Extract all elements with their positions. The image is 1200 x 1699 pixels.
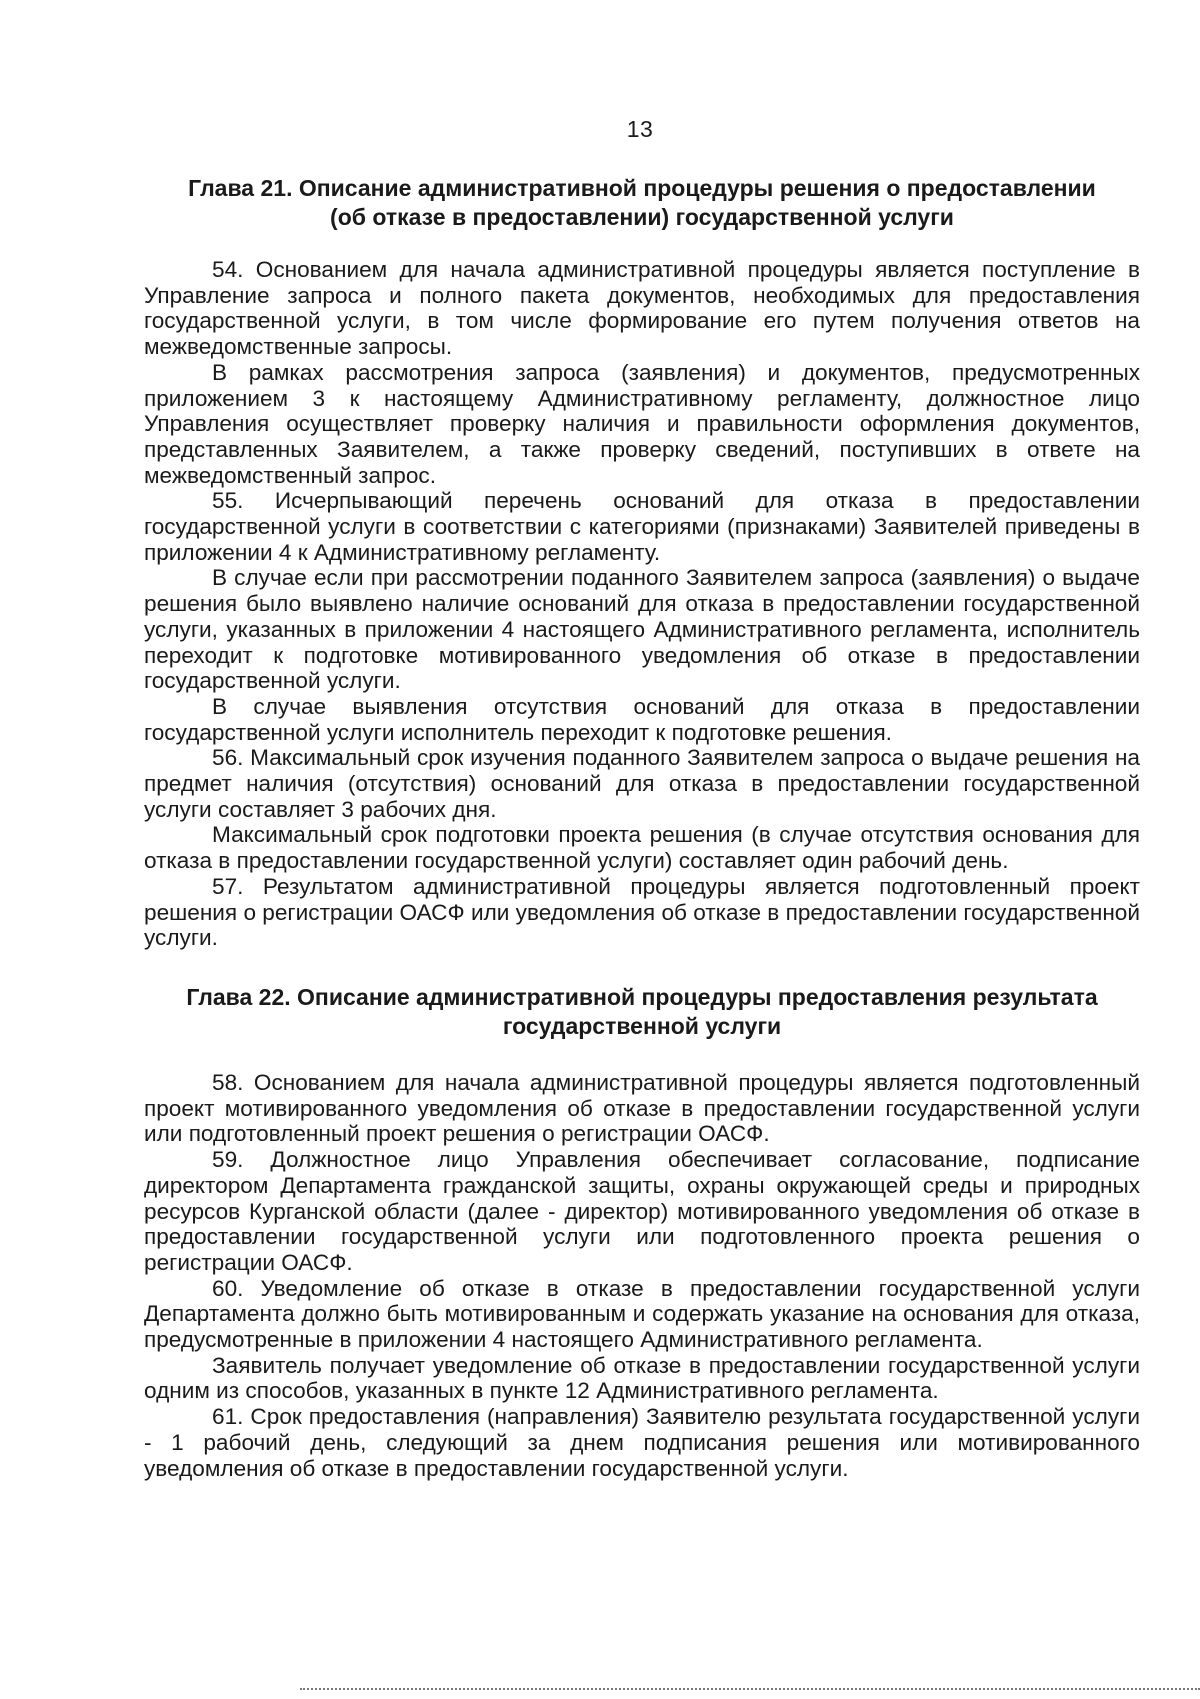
paragraph-58: 58. Основанием для начала административной процедуры является подготовленный проект мотивированного уведомления об отказе в предоставлении государственной услуги или подготовленный проект решения о регистрации ОАСФ. (144, 1069, 1140, 1147)
scan-artifact-divider (300, 1688, 1200, 1694)
paragraph-56: 56. Максимальный срок изучения поданного Заявителем запроса о выдаче решения на предмет наличия (отсутствия) оснований для отказа в предоставлении государственной услуги составляет 3 рабочих дня. (144, 745, 1140, 822)
paragraph-54-cont: В рамках рассмотрения запроса (заявления) и документов, предусмотренных приложением 3 к настоящему Административному регламенту, должностное лицо Управления осуществляет проверку наличия и правильности оформления документов, представленных Заявителем, а также проверку сведений, поступивших в ответе на межведомственный запрос. (144, 359, 1140, 488)
paragraph-55-cont-1: В случае если при рассмотрении поданного Заявителем запроса (заявления) о выдаче решения было выявлено наличие оснований для отказа в предоставлении государственной услуги, указанных в приложении 4 настоящего Административного регламента, исполнитель переходит к подготовке мотивированного уведомления об отказе в предоставлении государственной услуги. (144, 565, 1140, 694)
paragraph-60-cont: Заявитель получает уведомление об отказе в предоставлении государственной услуги одним из способов, указанных в пункте 12 Административного регламента. (144, 1352, 1140, 1404)
paragraph-54: 54. Основанием для начала административной процедуры является поступление в Управление запроса и полного пакета документов, необходимых для предоставления государственной услуги, в том числе формирование его путем получения ответов на межведомственные запросы. (144, 257, 1140, 360)
paragraph-55: 55. Исчерпывающий перечень оснований для отказа в предоставлении государственной услуги в соответствии с категориями (признаками) Заявителей приведены в приложении 4 к Административному регламенту. (144, 488, 1140, 565)
page-number: 13 (626, 116, 654, 142)
paragraph-55-cont-2: В случае выявления отсутствия оснований для отказа в предоставлении государственной услуги исполнитель переходит к подготовке решения. (144, 693, 1140, 745)
paragraph-60: 60. Уведомление об отказе в отказе в предоставлении государственной услуги Департамента должно быть мотивированным и содержать указание на основания для отказа, предусмотренные в приложении 4 настоящего Административного регламента. (144, 1275, 1140, 1353)
document-body (144, 174, 1140, 1481)
chapter-21-heading (144, 174, 1140, 232)
paragraph-57: 57. Результатом административной процедуры является подготовленный проект решения о регистрации ОАСФ или уведомления об отказе в предоставлении государственной услуги. (144, 873, 1140, 951)
paragraph-56-cont: Максимальный срок подготовки проекта решения (в случае отсутствия основания для отказа в предоставлении государственной услуги) составляет один рабочий день. (144, 822, 1140, 874)
chapter-22-heading-line-1: Глава 22. Описание административной процедуры предоставления результата (186, 983, 1098, 1010)
chapter-21-heading-line-2: (об отказе в предоставлении) государственной услуги (330, 204, 954, 230)
paragraph-61: 61. Срок предоставления (направления) Заявителю результата государственной услуги - 1 рабочий день, следующий за днем подписания решения или мотивированного уведомления об отказе в предоставлении государственной услуги. (144, 1404, 1140, 1481)
chapter-21-heading-line-1: Глава 21. Описание административной процедуры решения о предоставлении (188, 175, 1096, 201)
chapter-22-heading-line-2: государственной услуги (502, 1012, 782, 1039)
chapter-22-heading (144, 983, 1140, 1041)
paragraph-59: 59. Должностное лицо Управления обеспечивает согласование, подписание директором Департамента гражданской защиты, охраны окружающей среды и природных ресурсов Курганской области (далее - директор) мотивированного уведомления об отказе в предоставлении государственной услуги или подготовленного проекта решения о регистрации ОАСФ. (144, 1147, 1140, 1275)
